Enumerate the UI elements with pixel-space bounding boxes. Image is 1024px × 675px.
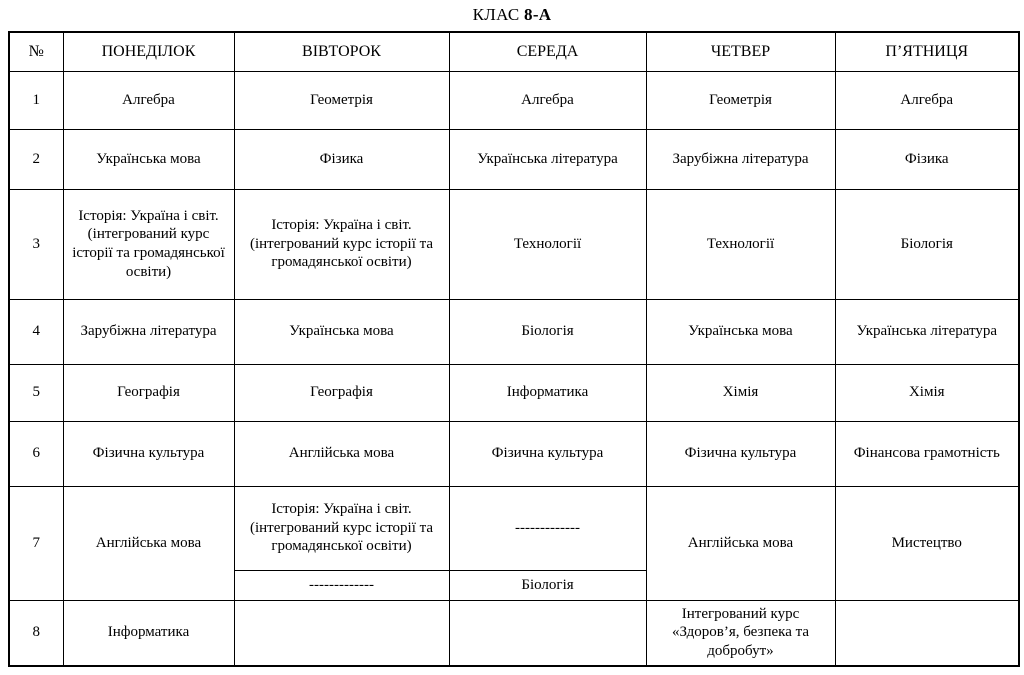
- class-name: 8-А: [524, 5, 552, 24]
- column-header-wednesday: СЕРЕДА: [449, 32, 646, 71]
- lesson-cell: Англійська мова: [63, 486, 234, 600]
- lesson-cell: Фізична культура: [646, 421, 835, 486]
- lesson-number: 6: [9, 421, 63, 486]
- lesson-cell: Географія: [63, 364, 234, 421]
- lesson-cell: Англійська мова: [646, 486, 835, 600]
- lesson-cell: Зарубіжна література: [646, 129, 835, 189]
- page-title: [0, 0, 1024, 31]
- lesson-cell: Українська література: [835, 299, 1019, 364]
- table-row: [9, 189, 1019, 299]
- page-title-prefix: КЛАС: [472, 5, 525, 24]
- table-row-7-top: [9, 486, 1019, 570]
- lesson-cell: Історія: Україна і світ. (інтегрований курс історії та громадянської освіти): [63, 189, 234, 299]
- lesson-number: 4: [9, 299, 63, 364]
- timetable: [8, 31, 1020, 667]
- lesson-cell: Геометрія: [234, 71, 449, 129]
- lesson-number: 2: [9, 129, 63, 189]
- lesson-cell: Біологія: [835, 189, 1019, 299]
- lesson-cell: Фінансова грамотність: [835, 421, 1019, 486]
- table-row: [9, 421, 1019, 486]
- lesson-cell: Українська мова: [646, 299, 835, 364]
- table-row: [9, 71, 1019, 129]
- lesson-cell: Хімія: [835, 364, 1019, 421]
- lesson-cell: Технології: [646, 189, 835, 299]
- lesson-cell: Геометрія: [646, 71, 835, 129]
- lesson-cell: Історія: Україна і світ. (інтегрований курс історії та громадянської освіти): [234, 189, 449, 299]
- table-row: [9, 364, 1019, 421]
- lesson-cell: Історія: Україна і світ. (інтегрований курс історії та громадянської освіти): [234, 486, 449, 570]
- lesson-cell: Українська мова: [63, 129, 234, 189]
- lesson-cell: Англійська мова: [234, 421, 449, 486]
- lesson-cell: Інформатика: [63, 600, 234, 666]
- lesson-cell: Біологія: [449, 570, 646, 600]
- lesson-cell: Фізична культура: [63, 421, 234, 486]
- column-header-thursday: ЧЕТВЕР: [646, 32, 835, 71]
- table-row: [9, 129, 1019, 189]
- lesson-cell: -------------: [234, 570, 449, 600]
- lesson-cell: Біологія: [449, 299, 646, 364]
- lesson-cell: Алгебра: [835, 71, 1019, 129]
- lesson-number: 7: [9, 486, 63, 600]
- lesson-cell: Інформатика: [449, 364, 646, 421]
- column-header-number: №: [9, 32, 63, 71]
- table-row: [9, 299, 1019, 364]
- lesson-cell: Фізика: [234, 129, 449, 189]
- lesson-cell: Технології: [449, 189, 646, 299]
- lesson-number: 1: [9, 71, 63, 129]
- header-row: [9, 32, 1019, 71]
- lesson-cell: [449, 600, 646, 666]
- lesson-cell: -------------: [449, 486, 646, 570]
- column-header-friday: П’ЯТНИЦЯ: [835, 32, 1019, 71]
- lesson-cell: Алгебра: [63, 71, 234, 129]
- lesson-cell: [234, 600, 449, 666]
- lesson-cell: Мистецтво: [835, 486, 1019, 600]
- lesson-cell: Зарубіжна література: [63, 299, 234, 364]
- lesson-number: 8: [9, 600, 63, 666]
- lesson-cell: Алгебра: [449, 71, 646, 129]
- lesson-cell: [835, 600, 1019, 666]
- lesson-cell: Фізична культура: [449, 421, 646, 486]
- column-header-tuesday: ВІВТОРОК: [234, 32, 449, 71]
- lesson-number: 3: [9, 189, 63, 299]
- lesson-cell: Інтегрований курс «Здоров’я, безпека та добробут»: [646, 600, 835, 666]
- table-row: [9, 600, 1019, 666]
- lesson-cell: Хімія: [646, 364, 835, 421]
- column-header-monday: ПОНЕДІЛОК: [63, 32, 234, 71]
- lesson-cell: Географія: [234, 364, 449, 421]
- lesson-cell: Українська література: [449, 129, 646, 189]
- lesson-cell: Фізика: [835, 129, 1019, 189]
- lesson-number: 5: [9, 364, 63, 421]
- lesson-cell: Українська мова: [234, 299, 449, 364]
